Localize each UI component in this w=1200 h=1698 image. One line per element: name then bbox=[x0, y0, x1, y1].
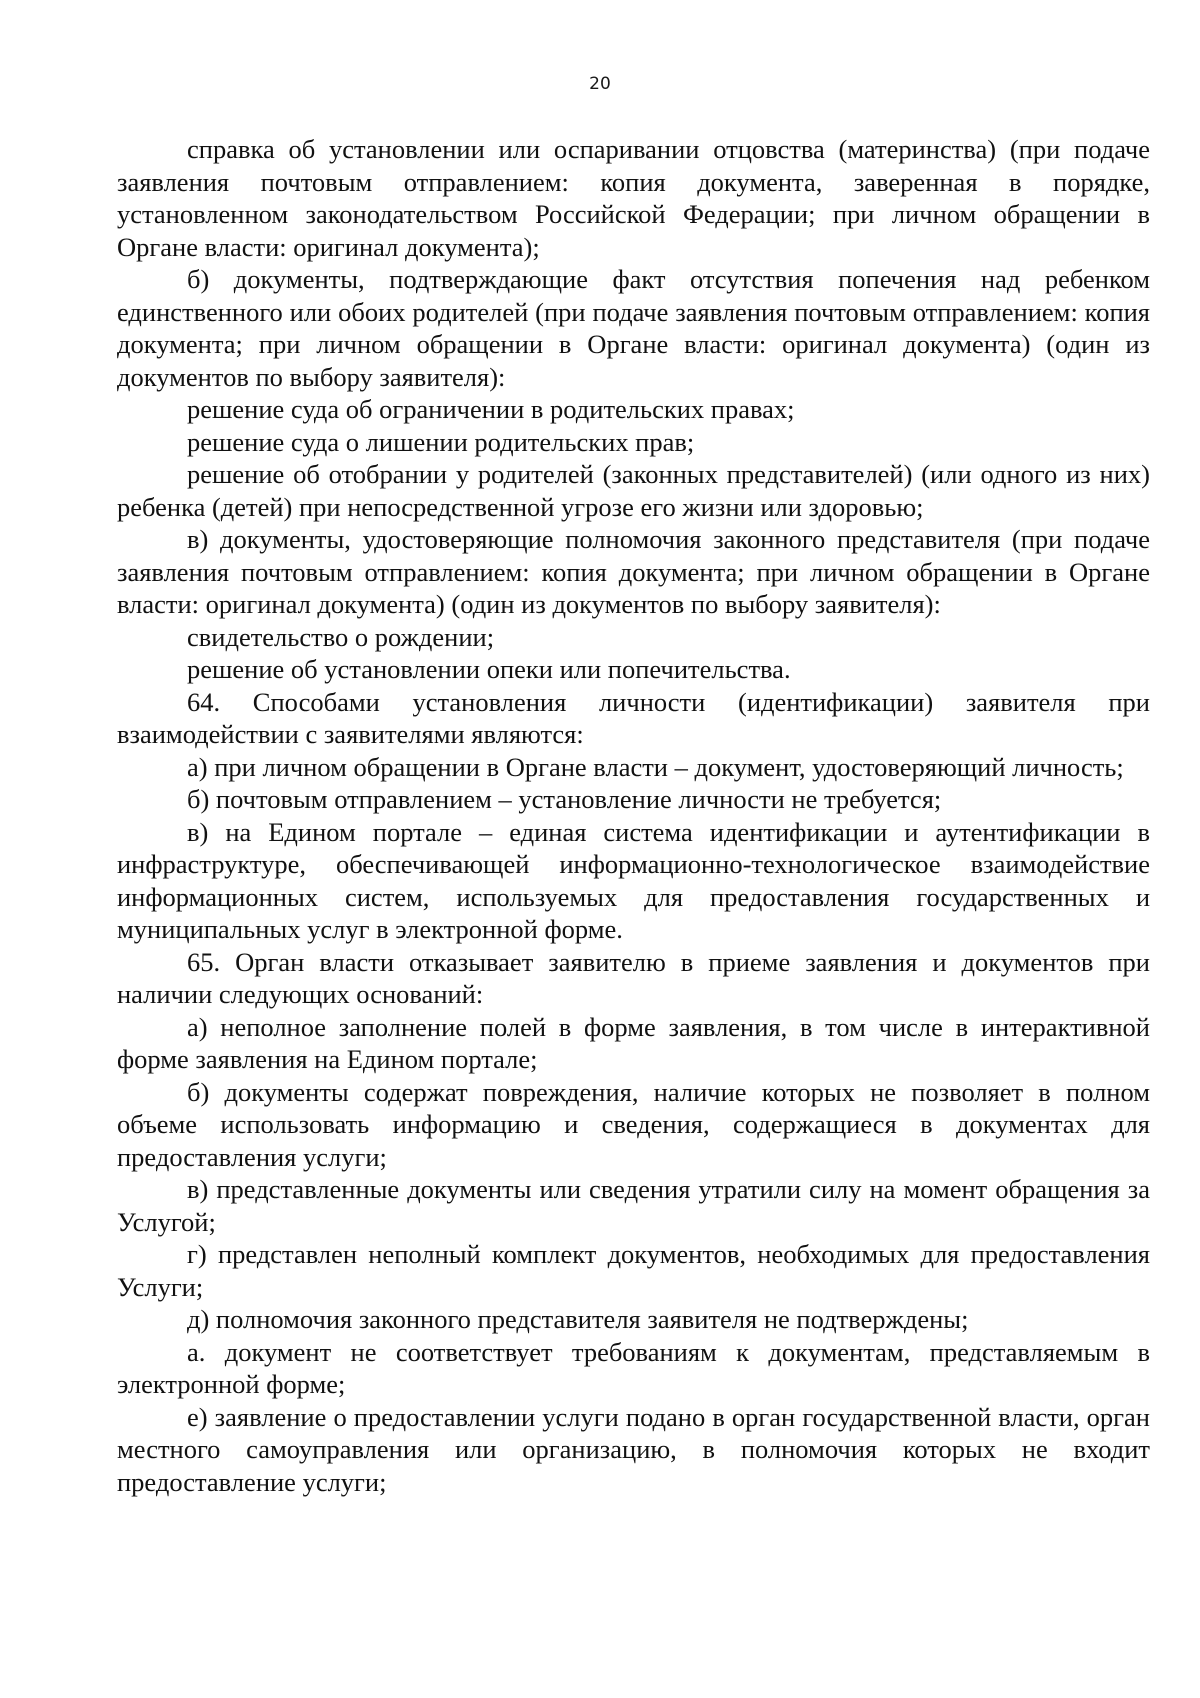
paragraph-section-65: 65. Орган власти отказывает заявителю в приеме заявления и документов при наличии следующих оснований: bbox=[117, 946, 1150, 1009]
paragraph-child-removal: решение об отобрании у родителей (законных представителей) (или одного из них) ребенка (детей) при непосредственной угрозе его жизни или здоровью; bbox=[117, 459, 1150, 522]
paragraph-65-item-v: в) представленные документы или сведения утратили силу на момент обращения за Услугой; bbox=[117, 1174, 1150, 1237]
paragraph-item-v-representative-documents: в) документы, удостоверяющие полномочия законного представителя (при подаче заявления почтовым отправлением: копия документа; при личном обращении в Органе власти: оригинал документа) (один из документов по выбору заявителя): bbox=[117, 524, 1150, 619]
paragraph-guardianship-decision: решение об установлении опеки или попечительства. bbox=[187, 654, 791, 684]
page-number: 20 bbox=[589, 74, 611, 94]
paragraph-birth-certificate: свидетельство о рождении; bbox=[187, 621, 495, 652]
paragraph-64-item-a: а) при личном обращении в Органе власти – документ, удостоверяющий личность; bbox=[187, 751, 1124, 782]
document-body bbox=[117, 133, 1150, 1498]
paragraph-64-item-b: б) почтовым отправлением – установление личности не требуется; bbox=[187, 784, 942, 814]
paragraph-court-restriction: решение суда об ограничении в родительских правах; bbox=[187, 394, 795, 424]
paragraph-65-item-a-electronic: а. документ не соответствует требованиям к документам, представляемым в электронной форме; bbox=[117, 1336, 1150, 1399]
paragraph-64-item-v: в) на Едином портале – единая система идентификации и аутентификации в инфраструктуре, обеспечивающей информационно-технологическое взаимодействие информационных систем, используемых для предоставления государственных и муниципальных услуг в электронной форме. bbox=[117, 816, 1150, 944]
paragraph-65-item-b: б) документы содержат повреждения, наличие которых не позволяет в полном объеме использовать информацию и сведения, содержащиеся в документах для предоставления услуги; bbox=[117, 1076, 1150, 1172]
paragraph-item-b-lack-of-care: б) документы, подтверждающие факт отсутствия попечения над ребенком единственного или обоих родителей (при подаче заявления почтовым отправлением: копия документа; при личном обращении в Органе власти: оригинал документа) (один из документов по выбору заявителя): bbox=[117, 264, 1150, 392]
paragraph-65-item-d: д) полномочия законного представителя заявителя не подтверждены; bbox=[187, 1304, 969, 1334]
paragraph-65-item-e: е) заявление о предоставлении услуги подано в орган государственной власти, орган местного самоуправления или организацию, в полномочия которых не входит предоставление услуги; bbox=[117, 1401, 1150, 1497]
paragraph-paternity-certificate: справка об установлении или оспаривании отцовства (материнства) (при подаче заявления почтовым отправлением: копия документа, заверенная в порядке, установленном законодательством Российской Федерации; при личном обращении в Органе власти: оригинал документа); bbox=[117, 134, 1150, 262]
paragraph-65-item-a: а) неполное заполнение полей в форме заявления, в том числе в интерактивной форме заявления на Едином портале; bbox=[117, 1011, 1150, 1074]
paragraph-section-64: 64. Способами установления личности (идентификации) заявителя при взаимодействии с заявителями являются: bbox=[117, 686, 1150, 749]
paragraph-65-item-g: г) представлен неполный комплект документов, необходимых для предоставления Услуги; bbox=[117, 1239, 1150, 1302]
paragraph-court-deprivation: решение суда о лишении родительских прав; bbox=[187, 426, 695, 457]
